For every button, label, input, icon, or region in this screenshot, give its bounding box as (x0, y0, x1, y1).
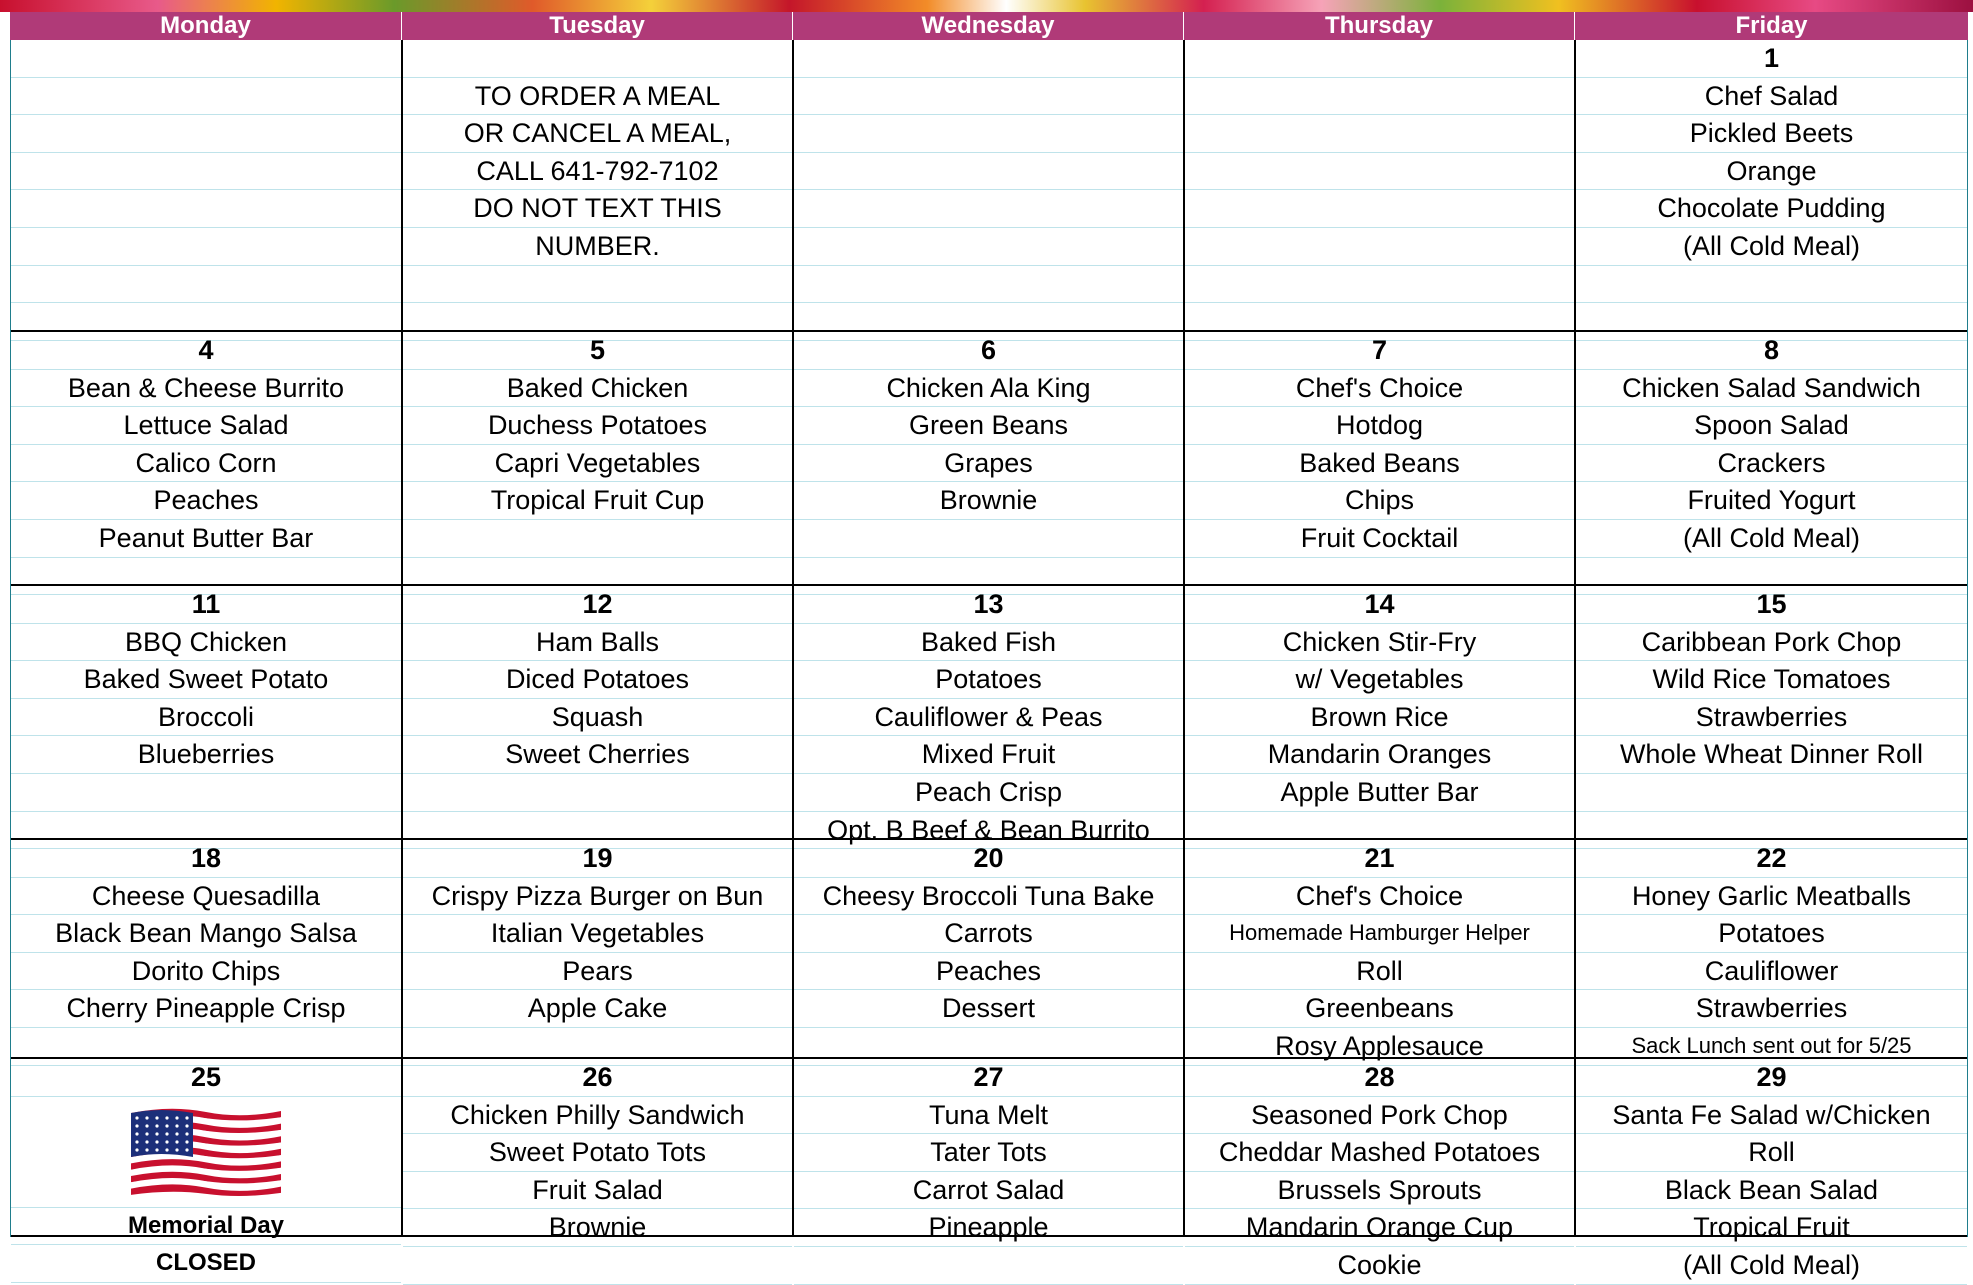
day-cell (1576, 332, 1967, 586)
menu-item: Sweet Cherries (403, 736, 792, 774)
menu-item: Whole Wheat Dinner Roll (1576, 736, 1967, 774)
blank-line (11, 115, 401, 153)
blank-line (11, 78, 401, 116)
menu-item: Chef's Choice (1185, 370, 1574, 408)
day-number: 29 (1576, 1059, 1967, 1097)
blank-line (794, 153, 1183, 191)
day-cell (11, 586, 403, 840)
blank-line (11, 228, 401, 266)
menu-item: Cheese Quesadilla (11, 878, 401, 916)
menu-item: Apple Cake (403, 990, 792, 1028)
menu-item: Homemade Hamburger Helper (1185, 915, 1574, 953)
day-cell (1576, 586, 1967, 840)
day-cell (1185, 586, 1576, 840)
menu-item: TO ORDER A MEAL (403, 78, 792, 116)
menu-item: Chicken Philly Sandwich (403, 1097, 792, 1135)
menu-item: Roll (1576, 1134, 1967, 1172)
menu-item: Carrots (794, 915, 1183, 953)
day-cell (403, 586, 794, 840)
day-number: 25 (11, 1059, 401, 1097)
blank-line (794, 78, 1183, 116)
blank-line (794, 228, 1183, 266)
menu-item: Potatoes (794, 661, 1183, 699)
day-cell (1185, 40, 1576, 332)
day-number: 4 (11, 332, 401, 370)
menu-item: Strawberries (1576, 990, 1967, 1028)
day-cell (1576, 40, 1967, 332)
header-thursday: Thursday (1184, 12, 1575, 40)
menu-item: Chicken Stir-Fry (1185, 624, 1574, 662)
blank-line (11, 153, 401, 191)
day-number: 22 (1576, 840, 1967, 878)
day-cell (1185, 332, 1576, 586)
menu-item: Peach Crisp (794, 774, 1183, 812)
weekday-header (10, 12, 1968, 40)
menu-item: Pickled Beets (1576, 115, 1967, 153)
blank-line (1185, 228, 1574, 266)
menu-item: Sack Lunch sent out for 5/25 (1576, 1028, 1967, 1066)
menu-item: Dorito Chips (11, 953, 401, 991)
menu-item: Strawberries (1576, 699, 1967, 737)
day-number: 14 (1185, 586, 1574, 624)
blank-line (403, 774, 792, 812)
menu-item: Baked Fish (794, 624, 1183, 662)
day-cell (403, 1059, 794, 1243)
menu-item: Mandarin Orange Cup (1185, 1209, 1574, 1247)
day-number: 19 (403, 840, 792, 878)
menu-item: (All Cold Meal) (1576, 520, 1967, 558)
blank-line (1185, 40, 1574, 78)
menu-item: Duchess Potatoes (403, 407, 792, 445)
day-number: 28 (1185, 1059, 1574, 1097)
day-number: 1 (1576, 40, 1967, 78)
menu-item: OR CANCEL A MEAL, (403, 115, 792, 153)
menu-item: Sweet Potato Tots (403, 1134, 792, 1172)
menu-item: Blueberries (11, 736, 401, 774)
menu-item: Cauliflower (1576, 953, 1967, 991)
blank-line (794, 1247, 1183, 1285)
menu-item: Chocolate Pudding (1576, 190, 1967, 228)
blank-line (794, 190, 1183, 228)
day-number: 15 (1576, 586, 1967, 624)
header-friday: Friday (1735, 12, 1808, 39)
menu-item: Greenbeans (1185, 990, 1574, 1028)
menu-item: Green Beans (794, 407, 1183, 445)
holiday-label: Memorial Day (11, 1208, 401, 1246)
menu-item: Diced Potatoes (403, 661, 792, 699)
blank-line (794, 520, 1183, 558)
menu-item: Mandarin Oranges (1185, 736, 1574, 774)
blank-line (403, 520, 792, 558)
menu-item: Black Bean Salad (1576, 1172, 1967, 1210)
menu-item: Potatoes (1576, 915, 1967, 953)
menu-item: Roll (1185, 953, 1574, 991)
day-number: 7 (1185, 332, 1574, 370)
menu-item: Honey Garlic Meatballs (1576, 878, 1967, 916)
blank-line (794, 115, 1183, 153)
menu-item: Crispy Pizza Burger on Bun (403, 878, 792, 916)
menu-item: Rosy Applesauce (1185, 1028, 1574, 1066)
menu-item: CALL 641-792-7102 (403, 153, 792, 191)
blank-line (794, 266, 1183, 304)
menu-calendar (10, 40, 1968, 1280)
menu-item: Carrot Salad (794, 1172, 1183, 1210)
day-cell (794, 586, 1185, 845)
menu-item: Cheesy Broccoli Tuna Bake (794, 878, 1183, 916)
menu-item: Wild Rice Tomatoes (1576, 661, 1967, 699)
menu-item: Fruited Yogurt (1576, 482, 1967, 520)
day-cell (1185, 1059, 1576, 1280)
menu-item: Broccoli (11, 699, 401, 737)
blank-line (403, 1247, 792, 1285)
blank-line (11, 40, 401, 78)
menu-item: Bean & Cheese Burrito (11, 370, 401, 408)
day-number: 18 (11, 840, 401, 878)
blank-line (1185, 266, 1574, 304)
menu-item: Spoon Salad (1576, 407, 1967, 445)
menu-item: Tater Tots (794, 1134, 1183, 1172)
day-cell (794, 40, 1185, 332)
menu-item: Dessert (794, 990, 1183, 1028)
blank-line (1185, 115, 1574, 153)
menu-item: Peanut Butter Bar (11, 520, 401, 558)
menu-item: Fruit Salad (403, 1172, 792, 1210)
menu-item: Seasoned Pork Chop (1185, 1097, 1574, 1135)
menu-item: Baked Sweet Potato (11, 661, 401, 699)
menu-item: DO NOT TEXT THIS (403, 190, 792, 228)
menu-item: Baked Beans (1185, 445, 1574, 483)
menu-item: Pears (403, 953, 792, 991)
blank-line (403, 40, 792, 78)
menu-item: Capri Vegetables (403, 445, 792, 483)
day-cell (11, 40, 403, 332)
menu-item: Apple Butter Bar (1185, 774, 1574, 812)
menu-item: Brown Rice (1185, 699, 1574, 737)
day-cell (11, 332, 403, 586)
menu-item: Grapes (794, 445, 1183, 483)
day-cell (1576, 840, 1967, 1059)
menu-item: Cauliflower & Peas (794, 699, 1183, 737)
menu-item: Cherry Pineapple Crisp (11, 990, 401, 1028)
day-cell (403, 40, 794, 332)
day-cell (794, 332, 1185, 586)
menu-item: Tuna Melt (794, 1097, 1183, 1135)
day-cell (794, 1059, 1185, 1243)
menu-item: (All Cold Meal) (1576, 228, 1967, 266)
blank-line (794, 40, 1183, 78)
day-number: 21 (1185, 840, 1574, 878)
blank-line (1185, 190, 1574, 228)
menu-item: Chicken Salad Sandwich (1576, 370, 1967, 408)
menu-item: Cheddar Mashed Potatoes (1185, 1134, 1574, 1172)
menu-item: (All Cold Meal) (1576, 1247, 1967, 1285)
header-monday: Monday (10, 12, 402, 40)
header-tuesday: Tuesday (402, 12, 793, 40)
day-number: 8 (1576, 332, 1967, 370)
day-number: 20 (794, 840, 1183, 878)
day-number: 26 (403, 1059, 792, 1097)
menu-item: Chicken Ala King (794, 370, 1183, 408)
menu-item: Brussels Sprouts (1185, 1172, 1574, 1210)
menu-item: Fruit Cocktail (1185, 520, 1574, 558)
menu-item: Tropical Fruit Cup (403, 482, 792, 520)
header-wednesday: Wednesday (793, 12, 1184, 40)
day-number: 27 (794, 1059, 1183, 1097)
menu-item: Santa Fe Salad w/Chicken (1576, 1097, 1967, 1135)
menu-item: Brownie (794, 482, 1183, 520)
menu-item: Calico Corn (11, 445, 401, 483)
menu-item: Caribbean Pork Chop (1576, 624, 1967, 662)
menu-item: Black Bean Mango Salsa (11, 915, 401, 953)
menu-item: Chef's Choice (1185, 878, 1574, 916)
blank-line (403, 266, 792, 304)
menu-item: Pineapple (794, 1209, 1183, 1247)
menu-item: Orange (1576, 153, 1967, 191)
menu-item: Lettuce Salad (11, 407, 401, 445)
day-cell (403, 332, 794, 586)
menu-item: Brownie (403, 1209, 792, 1247)
menu-item: Cookie (1185, 1247, 1574, 1285)
menu-item: Chips (1185, 482, 1574, 520)
menu-item: BBQ Chicken (11, 624, 401, 662)
blank-line (1576, 266, 1967, 304)
closed-notice: CLOSED (11, 1245, 401, 1283)
day-number: 5 (403, 332, 792, 370)
blank-line (1576, 774, 1967, 812)
blank-line (11, 190, 401, 228)
menu-item: Peaches (794, 953, 1183, 991)
blank-line (11, 266, 401, 304)
day-cell (11, 1059, 403, 1277)
menu-item: Mixed Fruit (794, 736, 1183, 774)
day-cell (403, 840, 794, 1059)
blank-line (11, 774, 401, 812)
menu-item: Italian Vegetables (403, 915, 792, 953)
menu-item: Crackers (1576, 445, 1967, 483)
menu-item: Tropical Fruit (1576, 1209, 1967, 1247)
menu-item: Opt. B Beef & Bean Burrito (794, 812, 1183, 850)
flag-container (11, 1097, 401, 1208)
menu-item: Ham Balls (403, 624, 792, 662)
day-number: 6 (794, 332, 1183, 370)
blank-line (1185, 78, 1574, 116)
day-number: 11 (11, 586, 401, 624)
day-cell (1576, 1059, 1967, 1280)
day-number: 13 (794, 586, 1183, 624)
day-cell (794, 840, 1185, 1059)
day-cell (1185, 840, 1576, 1059)
menu-item: NUMBER. (403, 228, 792, 266)
day-number: 12 (403, 586, 792, 624)
menu-item: w/ Vegetables (1185, 661, 1574, 699)
floral-banner (0, 0, 1973, 12)
american-flag-icon (131, 1109, 281, 1195)
menu-item: Squash (403, 699, 792, 737)
blank-line (1185, 153, 1574, 191)
menu-item: Peaches (11, 482, 401, 520)
menu-item: Baked Chicken (403, 370, 792, 408)
menu-item: Chef Salad (1576, 78, 1967, 116)
day-cell (11, 840, 403, 1059)
menu-item: Hotdog (1185, 407, 1574, 445)
